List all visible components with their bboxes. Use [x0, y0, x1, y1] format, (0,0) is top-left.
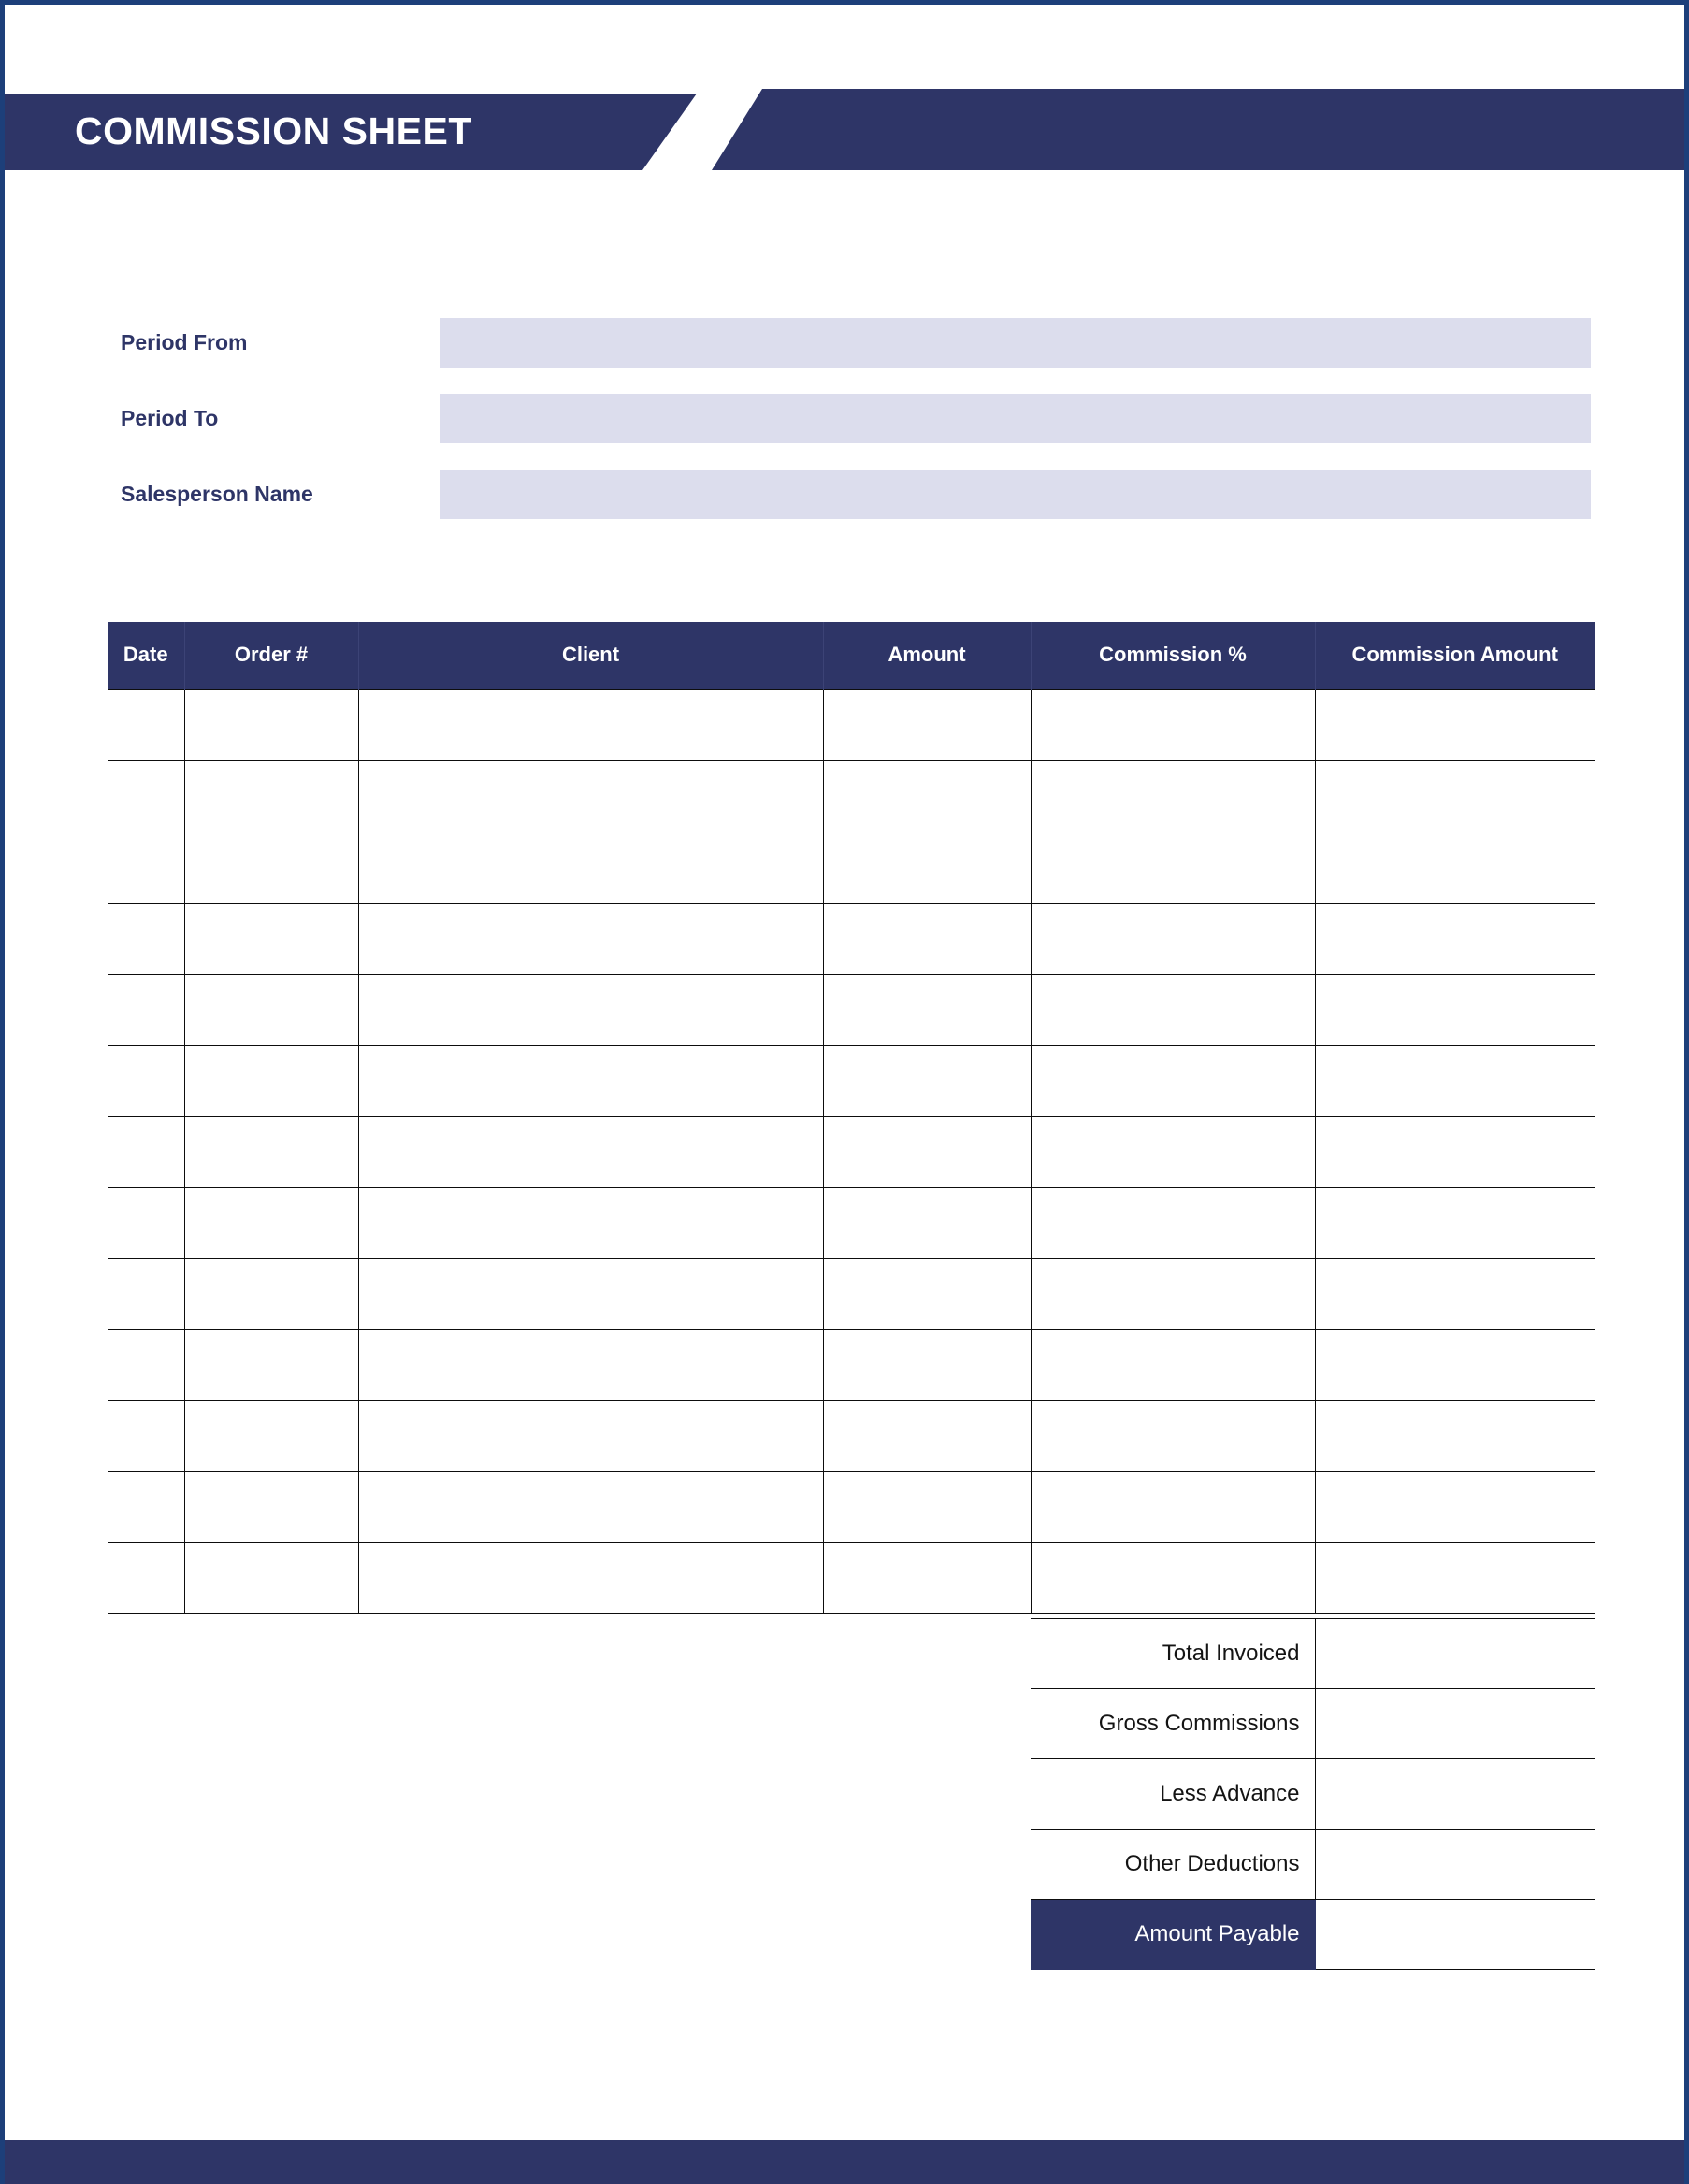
cell-date[interactable]: [108, 1471, 184, 1542]
cell-commission-amount[interactable]: [1315, 760, 1595, 832]
cell-commission-amount[interactable]: [1315, 974, 1595, 1045]
cell-order[interactable]: [184, 1329, 358, 1400]
totals-row: [1031, 1759, 1595, 1830]
cell-amount[interactable]: [823, 1542, 1031, 1613]
cell-commission-amount[interactable]: [1315, 1187, 1595, 1258]
totals-value-field[interactable]: [1315, 1900, 1595, 1970]
table-row: [108, 903, 1595, 974]
totals-value-field[interactable]: [1315, 1759, 1595, 1830]
cell-order[interactable]: [184, 1471, 358, 1542]
period-to-input[interactable]: [440, 394, 1591, 443]
totals-value-field[interactable]: [1315, 1689, 1595, 1759]
table-row: [108, 760, 1595, 832]
column-header-date: Date: [108, 622, 184, 689]
totals-label: Less Advance: [1031, 1759, 1315, 1830]
cell-client[interactable]: [358, 1116, 823, 1187]
cell-commission-pct[interactable]: [1031, 1258, 1315, 1329]
cell-amount[interactable]: [823, 1116, 1031, 1187]
header-banner: [5, 89, 1684, 170]
cell-amount[interactable]: [823, 689, 1031, 760]
cell-date[interactable]: [108, 1400, 184, 1471]
cell-order[interactable]: [184, 903, 358, 974]
cell-commission-amount[interactable]: [1315, 1116, 1595, 1187]
cell-commission-amount[interactable]: [1315, 1329, 1595, 1400]
commission-entries-table: [108, 622, 1595, 1614]
cell-order[interactable]: [184, 1045, 358, 1116]
cell-client[interactable]: [358, 1045, 823, 1116]
column-header-order: Order #: [184, 622, 358, 689]
cell-client[interactable]: [358, 1258, 823, 1329]
table-row: [108, 1045, 1595, 1116]
totals-row: [1031, 1689, 1595, 1759]
cell-commission-pct[interactable]: [1031, 689, 1315, 760]
table-row: [108, 1542, 1595, 1613]
cell-commission-pct[interactable]: [1031, 1542, 1315, 1613]
cell-amount[interactable]: [823, 1045, 1031, 1116]
cell-commission-pct[interactable]: [1031, 1400, 1315, 1471]
cell-amount[interactable]: [823, 903, 1031, 974]
cell-amount[interactable]: [823, 1258, 1031, 1329]
column-header-commission-amount: Commission Amount: [1315, 622, 1595, 689]
table-row: [108, 689, 1595, 760]
cell-commission-pct[interactable]: [1031, 1045, 1315, 1116]
totals-row: [1031, 1619, 1595, 1689]
cell-date[interactable]: [108, 1116, 184, 1187]
cell-amount[interactable]: [823, 1400, 1031, 1471]
cell-date[interactable]: [108, 1542, 184, 1613]
table-row: [108, 1471, 1595, 1542]
table-row: [108, 832, 1595, 903]
totals-label: Total Invoiced: [1031, 1619, 1315, 1689]
cell-commission-pct[interactable]: [1031, 1471, 1315, 1542]
meta-row-period-to: [5, 394, 1689, 443]
table-row: [108, 974, 1595, 1045]
cell-order[interactable]: [184, 1542, 358, 1613]
cell-commission-pct[interactable]: [1031, 1116, 1315, 1187]
meta-row-period-from: [5, 318, 1689, 368]
salesperson-name-input[interactable]: [440, 470, 1591, 519]
cell-date[interactable]: [108, 1045, 184, 1116]
cell-commission-pct[interactable]: [1031, 832, 1315, 903]
cell-commission-amount[interactable]: [1315, 903, 1595, 974]
cell-order[interactable]: [184, 974, 358, 1045]
totals-label: Gross Commissions: [1031, 1689, 1315, 1759]
table-header-row: [108, 622, 1595, 689]
cell-commission-amount[interactable]: [1315, 1258, 1595, 1329]
table-row: [108, 1187, 1595, 1258]
label-period-from: Period From: [121, 330, 248, 354]
cell-client[interactable]: [358, 760, 823, 832]
cell-commission-pct[interactable]: [1031, 903, 1315, 974]
cell-client[interactable]: [358, 1187, 823, 1258]
cell-amount[interactable]: [823, 1471, 1031, 1542]
cell-date[interactable]: [108, 760, 184, 832]
period-from-input[interactable]: [440, 318, 1591, 368]
meta-row-salesperson-name: [5, 470, 1689, 519]
table-row: [108, 1400, 1595, 1471]
cell-commission-amount[interactable]: [1315, 832, 1595, 903]
column-header-amount: Amount: [823, 622, 1031, 689]
cell-client[interactable]: [358, 1329, 823, 1400]
table-row: [108, 1116, 1595, 1187]
cell-commission-pct[interactable]: [1031, 1187, 1315, 1258]
cell-order[interactable]: [184, 689, 358, 760]
meta-form: [5, 318, 1689, 545]
header-banner-right-shape: [659, 89, 1684, 170]
cell-order[interactable]: [184, 1116, 358, 1187]
totals-row: [1031, 1900, 1595, 1970]
footer-bar: [5, 2140, 1684, 2184]
cell-commission-amount[interactable]: [1315, 1400, 1595, 1471]
table-row: [108, 1258, 1595, 1329]
cell-amount[interactable]: [823, 760, 1031, 832]
totals-row: [1031, 1830, 1595, 1900]
cell-commission-amount[interactable]: [1315, 1045, 1595, 1116]
cell-commission-pct[interactable]: [1031, 760, 1315, 832]
cell-client[interactable]: [358, 1471, 823, 1542]
cell-order[interactable]: [184, 1187, 358, 1258]
cell-date[interactable]: [108, 903, 184, 974]
cell-order[interactable]: [184, 1258, 358, 1329]
totals-value-field[interactable]: [1315, 1830, 1595, 1900]
column-header-client: Client: [358, 622, 823, 689]
cell-client[interactable]: [358, 1542, 823, 1613]
cell-order[interactable]: [184, 760, 358, 832]
cell-amount[interactable]: [823, 1187, 1031, 1258]
cell-date[interactable]: [108, 1329, 184, 1400]
cell-date[interactable]: [108, 974, 184, 1045]
label-salesperson-name: Salesperson Name: [121, 482, 313, 506]
cell-client[interactable]: [358, 832, 823, 903]
totals-table: [1031, 1618, 1595, 1970]
cell-client[interactable]: [358, 903, 823, 974]
cell-commission-amount[interactable]: [1315, 1471, 1595, 1542]
page-title: COMMISSION SHEET: [75, 109, 472, 152]
totals-value-field[interactable]: [1315, 1619, 1595, 1689]
cell-order[interactable]: [184, 1400, 358, 1471]
cell-date[interactable]: [108, 832, 184, 903]
cell-date[interactable]: [108, 1258, 184, 1329]
label-period-to: Period To: [121, 406, 219, 430]
cell-amount[interactable]: [823, 832, 1031, 903]
cell-date[interactable]: [108, 1187, 184, 1258]
cell-commission-pct[interactable]: [1031, 1329, 1315, 1400]
cell-amount[interactable]: [823, 1329, 1031, 1400]
cell-commission-amount[interactable]: [1315, 689, 1595, 760]
cell-commission-pct[interactable]: [1031, 974, 1315, 1045]
cell-client[interactable]: [358, 974, 823, 1045]
column-header-commission-pct: Commission %: [1031, 622, 1315, 689]
cell-date[interactable]: [108, 689, 184, 760]
cell-client[interactable]: [358, 1400, 823, 1471]
cell-amount[interactable]: [823, 974, 1031, 1045]
cell-order[interactable]: [184, 832, 358, 903]
cell-client[interactable]: [358, 689, 823, 760]
cell-commission-amount[interactable]: [1315, 1542, 1595, 1613]
table-row: [108, 1329, 1595, 1400]
totals-label: Other Deductions: [1031, 1830, 1315, 1900]
totals-label: Amount Payable: [1031, 1900, 1315, 1970]
